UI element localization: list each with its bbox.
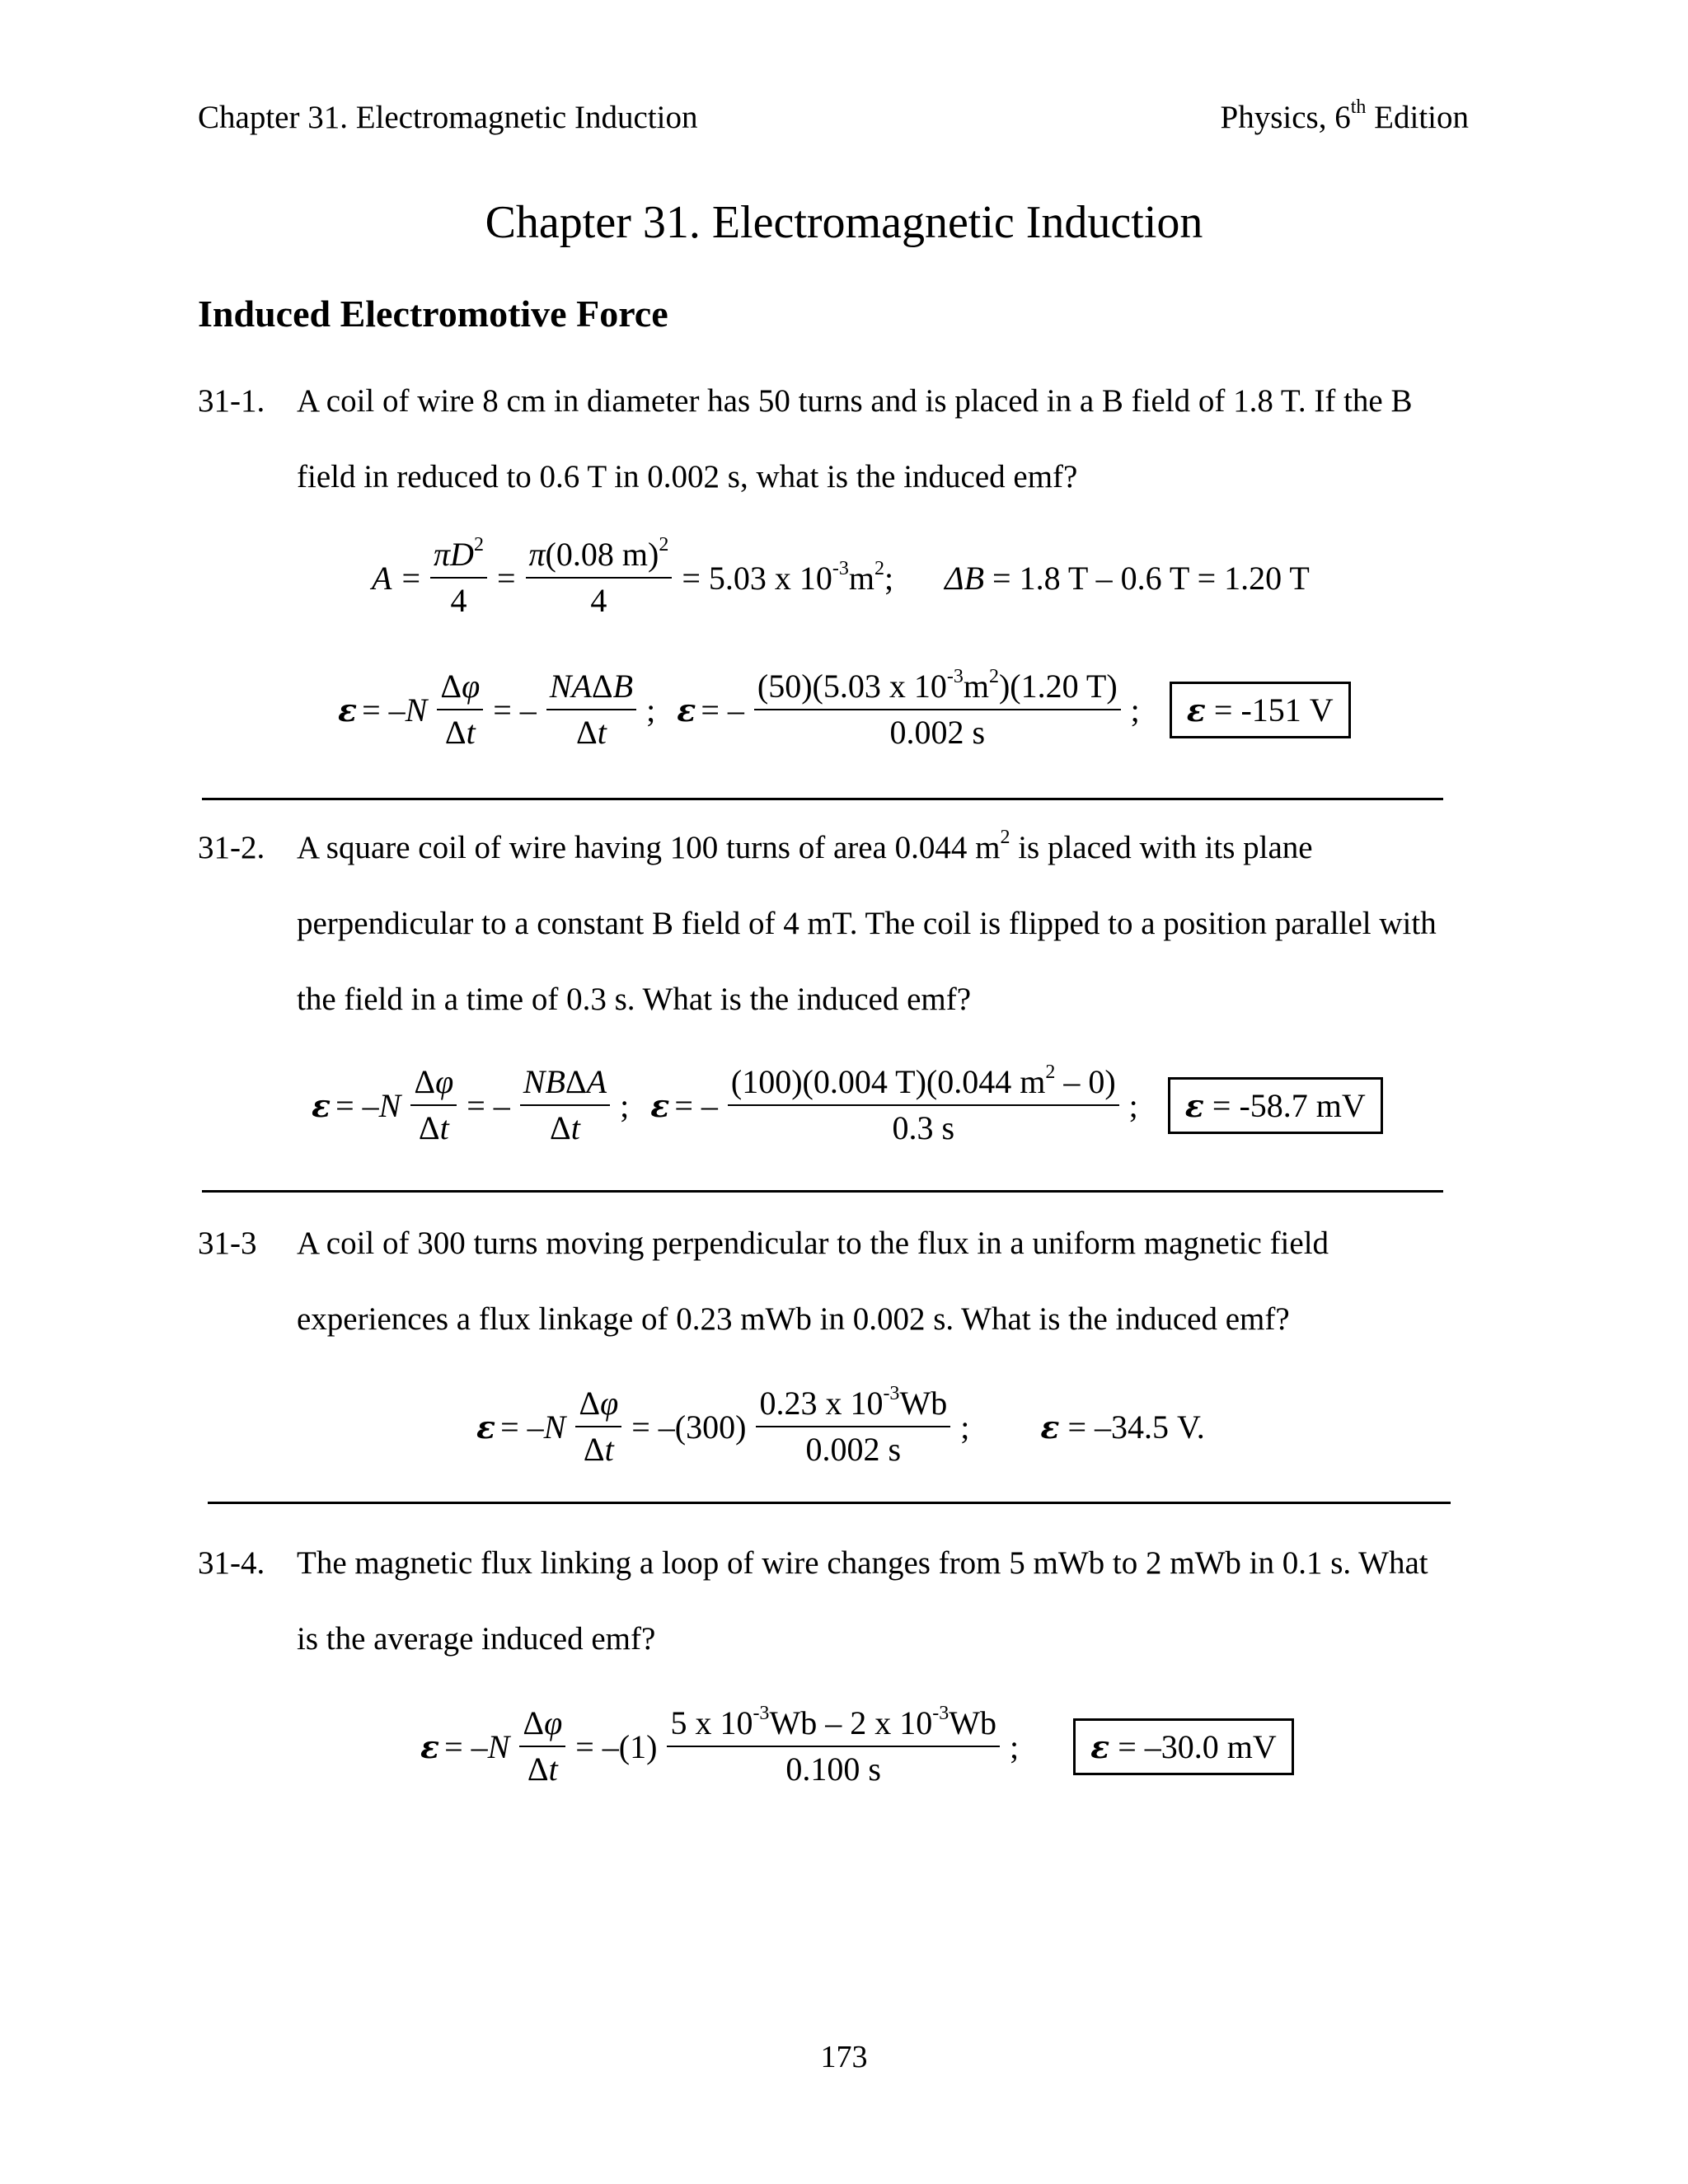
- problem-text-line: experiences a flux linkage of 0.23 mWb in 0.002 s. What is the induced emf?: [297, 1301, 1290, 1337]
- denominator: 0.3 s: [892, 1109, 955, 1146]
- equation-emf: ε = –N $\frac{\Delta\varphi}{\Delta t}$ = – $\frac{\text{NAΔB}}{\Delta t}$ ; ε = – $\frac{(50)(5.03 x 10^{-3}m^2)(1.20 T)}{0.002 s}$ ; ε = -151 V: [338, 666, 1351, 753]
- problem-text-line: A coil of 300 turns moving perpendicular to the flux in a uniform magnetic field: [297, 1226, 1329, 1261]
- equation-emf: ε = –N $\frac{\Delta\varphi}{\Delta t}$ = – $\frac{\text{NBΔA}}{\Delta t}$ ; ε = – $\frac{(100)(0.004 T)(0.044 m^2 - 0)}{0.3 s}$ ; ε = -58.7 mV: [312, 1062, 1383, 1149]
- problem-number: 31-3: [198, 1226, 257, 1261]
- problem-number: 31-2.: [198, 830, 265, 865]
- equation-area: A = $\frac{\pi D^2}{4}$ = $\frac{\pi(0.08 m)^2}{4}$ = 5.03 x $10^{-3}m^2$; ΔB = 1.8 T – 0.6 T = 1.20 T: [372, 534, 1310, 619]
- problem-number: 31-4.: [198, 1545, 265, 1581]
- problem-text-line: field in reduced to 0.6 T in 0.002 s, what is the induced emf?: [297, 459, 1078, 494]
- divider: [208, 1502, 1451, 1504]
- answer: ε = –34.5 V.: [1040, 1408, 1205, 1446]
- problem-text-line: the field in a time of 0.3 s. What is the induced emf?: [297, 982, 972, 1017]
- problem-text-line: is the average induced emf?: [297, 1621, 656, 1657]
- section-heading: Induced Electromotive Force: [198, 293, 668, 335]
- answer-box: ε = -151 V: [1170, 682, 1351, 738]
- problem-text-line: A coil of wire 8 cm in diameter has 50 turns and is placed in a B field of 1.8 T. If the B: [297, 383, 1413, 419]
- denominator: 0.002 s: [889, 714, 986, 751]
- running-header-left: Chapter 31. Electromagnetic Induction: [198, 100, 698, 135]
- page-number: 173: [820, 2040, 868, 2074]
- chapter-title: Chapter 31. Electromagnetic Induction: [485, 197, 1203, 248]
- answer-box: ε = –30.0 mV: [1073, 1718, 1294, 1775]
- problem-number: 31-1.: [198, 383, 265, 419]
- denominator: 0.002 s: [805, 1431, 902, 1468]
- divider: [202, 1190, 1443, 1193]
- answer-value: = -151 V: [1213, 691, 1334, 729]
- denominator: 0.100 s: [785, 1750, 881, 1788]
- divider: [202, 798, 1443, 800]
- problem-text-line: The magnetic flux linking a loop of wire changes from 5 mWb to 2 mWb in 0.1 s. What: [297, 1545, 1428, 1581]
- equation-emf: ε = –N $\frac{\Delta\varphi}{\Delta t}$ = –(1) $\frac{5 x 10^{-3}Wb - 2 x 10^{-3}Wb}{0.100 s}$ ; ε = –30.0 mV: [420, 1703, 1294, 1790]
- problem-text-line: perpendicular to a constant B field of 4 mT. The coil is flipped to a position parallel with: [297, 906, 1437, 941]
- answer-value: = –30.0 mV: [1118, 1727, 1277, 1765]
- running-header-right: Physics, 6th Edition: [1220, 96, 1469, 135]
- answer-value: = -58.7 mV: [1212, 1086, 1366, 1124]
- problem-text-line: A square coil of wire having 100 turns of area 0.044 $m^2$ is placed with its plane: [297, 827, 1313, 865]
- answer-value: = –34.5 V.: [1067, 1408, 1205, 1446]
- answer-box: ε = -58.7 mV: [1168, 1077, 1383, 1134]
- equation-emf: ε = –N $\frac{\Delta\varphi}{\Delta t}$ = –(300) $\frac{0.23 x 10^{-3}Wb}{0.002 s}$ ; ε = –34.5 V.: [476, 1383, 1205, 1470]
